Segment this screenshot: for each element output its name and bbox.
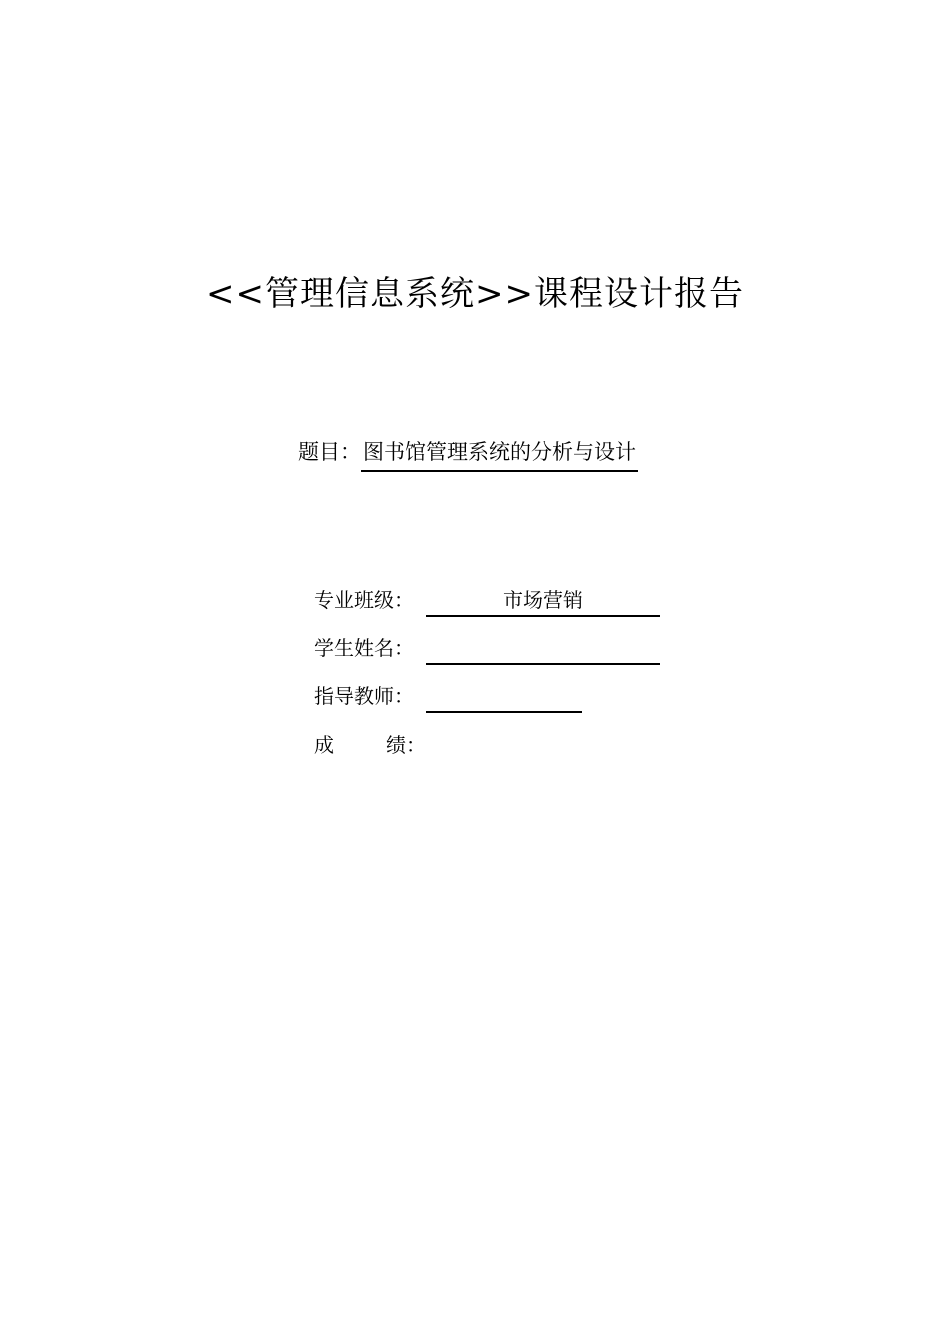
student-name-row	[314, 631, 660, 667]
advisor-row	[314, 679, 582, 715]
grade-label-part1: 成	[314, 733, 334, 757]
grade-label-part2: 绩：	[386, 733, 426, 757]
topic-value: 图书馆管理系统的分析与设计	[361, 434, 638, 472]
grade-row	[314, 728, 426, 764]
major-class-value: 市场营销	[426, 583, 660, 617]
student-name-label: 学生姓名：	[314, 636, 414, 660]
major-class-label: 专业班级：	[314, 588, 414, 612]
report-title: <<管理信息系统>>课程设计报告	[206, 274, 744, 314]
student-name-value	[426, 631, 660, 665]
advisor-value	[426, 679, 582, 713]
major-class-row	[314, 583, 660, 619]
advisor-label: 指导教师：	[314, 684, 414, 708]
topic-label: 题目：	[298, 440, 361, 464]
topic-row	[298, 434, 638, 472]
